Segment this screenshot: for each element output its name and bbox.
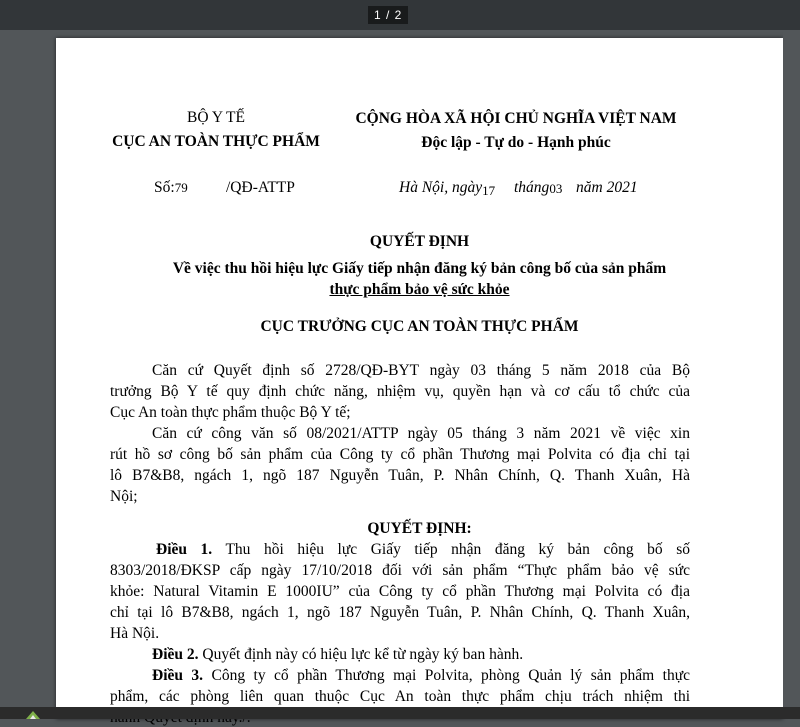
- decision-heading: QUYẾT ĐỊNH:: [367, 520, 472, 537]
- decision-number-label: Số:79: [154, 179, 188, 196]
- national-motto: Độc lập - Tự do - Hạnh phúc: [421, 134, 611, 151]
- article-3-first-line: Điều 3. Công ty cổ phần Thương mại Polvita, phòng Quản lý sản phẩm thực: [152, 667, 691, 684]
- article-2: Điều 2. Quyết định này có hiệu lực kể từ ngày ký ban hành.: [152, 646, 524, 663]
- document-content: [56, 38, 783, 707]
- subject-underlined: thực phẩm bảo vệ sức khỏe: [329, 281, 510, 298]
- article-3-line-2: phẩm, các phòng liên quan thuộc Cục An toàn thực phẩm chịu trách nhiệm thi: [110, 688, 690, 705]
- preamble-2-line-3: lô B7&B8, ngách 1, ngõ 187 Nguyễn Tuân, P. Nhân Chính, Q. Thanh Xuân, Hà: [110, 467, 690, 484]
- taskbar: [0, 707, 800, 719]
- preamble-2-line-1: Căn cứ công văn số 08/2021/ATTP ngày 05 tháng 3 năm 2021 về việc xin: [152, 425, 690, 442]
- article-1-line-3: khỏe: Natural Vitamin E 1000IU” của Công ty cổ phần Thương mại Polvita có địa: [110, 583, 690, 600]
- preamble-1-line-1: Căn cứ Quyết định số 2728/QĐ-BYT ngày 03 tháng 5 năm 2018 của Bộ: [152, 362, 690, 379]
- article-1-line-5: Hà Nội.: [110, 625, 160, 642]
- document-subject-line-2: [56, 281, 783, 299]
- article-1-line-2: 8303/2018/ĐKSP cấp ngày 17/10/2018 đối với sản phẩm “Thực phẩm bảo vệ sức: [110, 562, 690, 579]
- issuing-authority: CỤC TRƯỞNG CỤC AN TOÀN THỰC PHẨM: [260, 318, 579, 335]
- scrollbar-track[interactable]: [783, 30, 800, 719]
- decision-number-suffix: /QĐ-ATTP: [226, 179, 295, 196]
- issue-date: Hà Nội, ngày17: [399, 179, 496, 198]
- article-1-first-line: Điều 1. Thu hồi hiệu lực Giấy tiếp nhận đăng ký bản công bố số: [156, 541, 690, 558]
- page-indicator: 1 / 2: [368, 6, 408, 24]
- issue-year: năm 2021: [576, 179, 638, 196]
- article-1-line-4: chỉ tại lô B7&B8, ngách 1, ngõ 187 Nguyễn Tuân, P. Nhân Chính, Q. Thanh Xuân,: [110, 604, 690, 621]
- issue-month: tháng03: [514, 179, 563, 196]
- ministry-name: BỘ Y TẾ: [187, 109, 245, 126]
- preamble-1-line-3: Cục An toàn thực phẩm thuộc Bộ Y tế;: [110, 404, 351, 421]
- app-icon[interactable]: [24, 709, 42, 719]
- preamble-2-line-4: Nội;: [110, 488, 138, 505]
- document-subject-line-1: Về việc thu hồi hiệu lực Giấy tiếp nhận đăng ký bản công bố của sản phẩm: [172, 260, 667, 277]
- preamble-2-line-2: rút hồ sơ công bố sản phẩm của Công ty cổ phần Thương mại Polvita có địa chỉ tại: [110, 446, 690, 463]
- preamble-1-line-2: trưởng Bộ Y tế quy định chức năng, nhiệm vụ, quyền hạn và cơ cấu tổ chức của: [110, 383, 690, 400]
- department-name: CỤC AN TOÀN THỰC PHẨM: [112, 133, 320, 150]
- document-heading: QUYẾT ĐỊNH: [369, 233, 470, 250]
- republic-name: CỘNG HÒA XÃ HỘI CHỦ NGHĨA VIỆT NAM: [355, 110, 677, 127]
